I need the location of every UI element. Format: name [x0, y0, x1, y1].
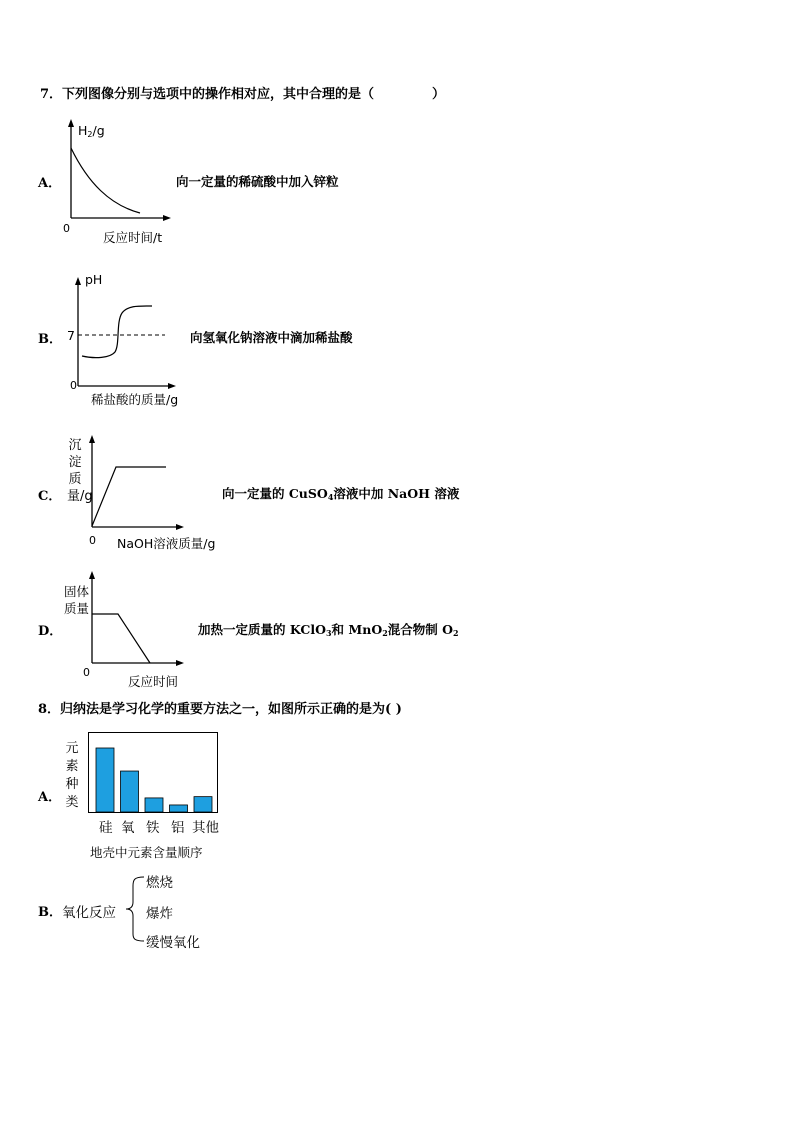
q7-a-xlabel: 反应时间/t	[103, 230, 163, 245]
q7-d-ylabel: 固体质量	[64, 584, 90, 616]
q7-b-tick7: 7	[67, 328, 75, 343]
q7-b-origin: 0	[70, 379, 77, 392]
q7-b-ylabel: pH	[85, 272, 103, 287]
q8-b-item-0: 燃烧	[146, 875, 173, 891]
bar-category-label: 铝	[171, 820, 185, 836]
q7-c-letter: C．	[38, 489, 62, 504]
q7-c-desc: 向一定量的 CuSO$_4$溶液中加 NaOH 溶液	[222, 486, 460, 502]
q7-a-ylabel: $H_2/g$	[78, 123, 105, 139]
q7-b-desc: 向氢氧化钠溶液中滴加稀盐酸	[190, 330, 353, 345]
q7-stem: 7．下列图像分别与选项中的操作相对应，其中合理的是（ ）	[40, 87, 446, 102]
q7-a-letter: A．	[38, 176, 62, 191]
q8-a-xlabel: 地壳中元素含量顺序	[90, 845, 203, 860]
bar-category-label: 其他	[192, 820, 219, 836]
q7-d-xlabel: 反应时间	[128, 674, 179, 689]
bar-category-label: 铁	[146, 820, 160, 836]
q7-c-ylabel: 沉淀质量/g	[67, 438, 93, 504]
q7-a-desc: 向一定量的稀硫酸中加入锌粒	[176, 174, 339, 189]
q7-d-letter: D．	[38, 624, 63, 639]
q8-b-item-2: 缓慢氧化	[146, 935, 200, 951]
q8-a-ylabel: 元素种类	[65, 741, 79, 810]
q7-a-origin: 0	[63, 222, 70, 235]
q7-c-origin: 0	[89, 534, 96, 547]
bar-category-label: 硅	[99, 820, 113, 836]
q8-a-letter: A．	[38, 790, 62, 805]
bar-category-label: 氧	[121, 820, 135, 836]
q8-b-root: 氧化反应	[62, 905, 116, 921]
q7-d-origin: 0	[83, 666, 90, 679]
q7-c-xlabel: NaOH溶液质量/g	[117, 536, 216, 551]
q8-stem: 8．归纳法是学习化学的重要方法之一，如图所示正确的是为( )	[38, 702, 402, 717]
q8-b-letter: B．	[38, 905, 62, 920]
q8-b-item-1: 爆炸	[146, 906, 173, 922]
q7-d-desc: 加热一定质量的 KClO$_3$和 MnO$_2$混合物制 $O_2$	[198, 622, 459, 638]
q7-b-letter: B．	[38, 332, 62, 347]
q7-b-xlabel: 稀盐酸的质量/g	[91, 392, 179, 407]
